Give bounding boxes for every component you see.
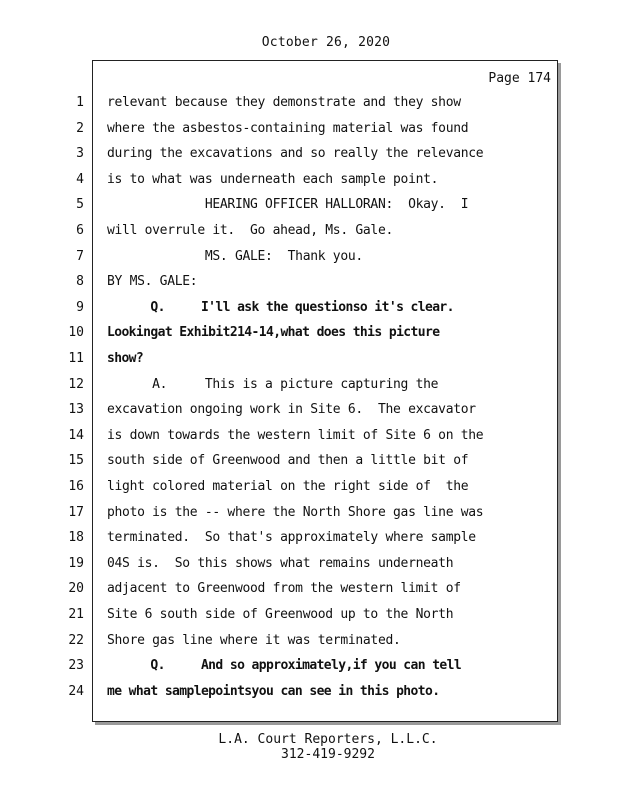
transcript-line [0, 93, 560, 113]
transcript-line [0, 349, 560, 369]
line-number: 9 [76, 299, 84, 315]
line-number: 5 [76, 197, 84, 213]
line-text: MS. GALE: Thank you. [107, 248, 363, 264]
line-text: Q. I'll ask the questionso it's clear. [107, 299, 454, 315]
line-text: photo is the -- where the North Shore gas line was [107, 504, 484, 520]
transcript-line [0, 477, 560, 497]
line-number: 17 [68, 504, 84, 520]
line-number: 23 [68, 658, 84, 674]
line-text: terminated. So that's approximately where sample [107, 530, 476, 546]
line-number: 7 [76, 248, 84, 264]
transcript-line [0, 554, 560, 574]
footer-company: L.A. Court Reporters, L.L.C. [218, 732, 438, 747]
line-text: 04S is. So this shows what remains underneath [107, 555, 454, 571]
line-number: 6 [76, 223, 84, 238]
transcript-line [0, 272, 560, 292]
line-text: where the asbestos-containing material was found [107, 120, 469, 136]
line-text: will overrule it. Go ahead, Ms. Gale. [107, 223, 394, 238]
line-text: HEARING OFFICER HALLORAN: Okay. I [107, 197, 469, 213]
line-number: 14 [68, 427, 84, 443]
footer-phone: 312-419-9292 [281, 747, 375, 762]
page-number: Page 174 [488, 71, 551, 86]
transcript-line [0, 605, 560, 625]
line-text: during the excavations and so really the relevance [107, 146, 484, 162]
transcript-line [0, 682, 560, 702]
line-number: 22 [68, 632, 84, 648]
transcript-line [0, 579, 560, 599]
line-number: 20 [68, 581, 84, 597]
footer [0, 732, 618, 762]
line-number: 3 [76, 146, 84, 162]
line-number: 13 [68, 402, 84, 418]
line-text: Lookingat Exhibit214-14,what does this picture [107, 325, 440, 341]
line-number: 15 [68, 453, 84, 469]
line-number: 4 [76, 171, 84, 187]
line-text: me what samplepointsyou can see in this photo. [107, 683, 440, 699]
transcript-line [0, 631, 560, 651]
line-text: BY MS. GALE: [107, 274, 198, 290]
line-number: 8 [76, 274, 84, 290]
transcript-line [0, 451, 560, 471]
transcript-line [0, 144, 560, 164]
line-number: 11 [68, 351, 84, 366]
transcript-line [0, 400, 560, 420]
transcript-line [0, 170, 560, 190]
transcript-line [0, 298, 560, 318]
line-number: 12 [68, 376, 84, 392]
transcript-line [0, 503, 560, 523]
transcript-line [0, 656, 560, 676]
line-number: 24 [68, 683, 84, 699]
line-number: 18 [68, 530, 84, 546]
line-number: 19 [68, 555, 84, 571]
line-text: south side of Greenwood and then a little bit of [107, 453, 469, 469]
line-number: 2 [76, 120, 84, 136]
line-text: is down towards the western limit of Site 6 on the [107, 427, 484, 443]
header-date: October 26, 2020 [261, 35, 391, 50]
line-text: Shore gas line where it was terminated. [107, 632, 401, 648]
transcript-line [0, 195, 560, 215]
line-number: 21 [68, 607, 84, 622]
line-text: light colored material on the right side of the [107, 479, 469, 494]
line-number: 16 [68, 479, 84, 494]
line-text: excavation ongoing work in Site 6. The excavator [107, 402, 476, 418]
transcript-line [0, 247, 560, 267]
line-text: relevant because they demonstrate and they show [107, 95, 461, 110]
line-text: is to what was underneath each sample point. [107, 171, 439, 187]
line-text: Site 6 south side of Greenwood up to the North [107, 607, 454, 622]
transcript-line [0, 375, 560, 395]
transcript-line [0, 528, 560, 548]
line-text: Q. And so approximately,if you can tell [107, 658, 462, 674]
transcript-line [0, 119, 560, 139]
line-text: A. This is a picture capturing the [107, 376, 439, 392]
line-text: show? [107, 351, 144, 366]
transcript-line [0, 323, 560, 343]
transcript-line [0, 221, 560, 241]
line-text: adjacent to Greenwood from the western limit of [107, 581, 461, 597]
transcript-line [0, 426, 560, 446]
line-number: 1 [76, 95, 84, 110]
line-number: 10 [68, 325, 84, 341]
